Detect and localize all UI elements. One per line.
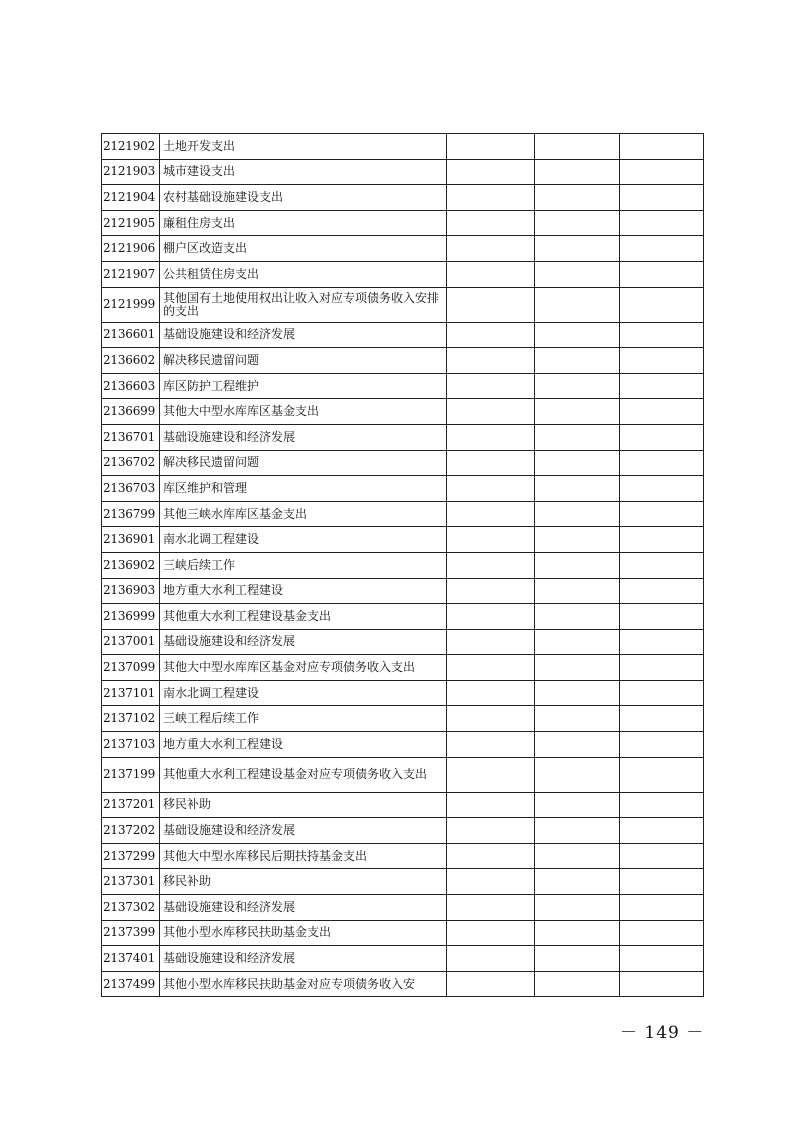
subject-code-cell: 2137301 bbox=[102, 869, 160, 895]
amount-cell-1 bbox=[447, 236, 535, 262]
amount-cell-2 bbox=[535, 159, 620, 185]
amount-cell-1 bbox=[447, 476, 535, 502]
amount-cell-3 bbox=[620, 680, 704, 706]
table-row bbox=[102, 527, 704, 553]
amount-cell-2 bbox=[535, 706, 620, 732]
table-row bbox=[102, 261, 704, 287]
table-row bbox=[102, 818, 704, 844]
amount-cell-2 bbox=[535, 527, 620, 553]
subject-name-cell: 南水北调工程建设 bbox=[160, 680, 447, 706]
amount-cell-2 bbox=[535, 322, 620, 348]
amount-cell-3 bbox=[620, 287, 704, 322]
amount-cell-3 bbox=[620, 261, 704, 287]
amount-cell-3 bbox=[620, 476, 704, 502]
subject-code-cell: 2136999 bbox=[102, 604, 160, 630]
amount-cell-3 bbox=[620, 159, 704, 185]
amount-cell-3 bbox=[620, 399, 704, 425]
amount-cell-3 bbox=[620, 604, 704, 630]
subject-code-cell: 2121905 bbox=[102, 210, 160, 236]
amount-cell-3 bbox=[620, 792, 704, 818]
subject-code-cell: 2136603 bbox=[102, 373, 160, 399]
amount-cell-2 bbox=[535, 680, 620, 706]
table-row bbox=[102, 971, 704, 997]
amount-cell-1 bbox=[447, 604, 535, 630]
amount-cell-2 bbox=[535, 476, 620, 502]
amount-cell-2 bbox=[535, 946, 620, 972]
amount-cell-3 bbox=[620, 236, 704, 262]
amount-cell-1 bbox=[447, 210, 535, 236]
amount-cell-1 bbox=[447, 732, 535, 758]
amount-cell-2 bbox=[535, 920, 620, 946]
amount-cell-1 bbox=[447, 287, 535, 322]
amount-cell-1 bbox=[447, 261, 535, 287]
amount-cell-1 bbox=[447, 706, 535, 732]
subject-name-cell: 其他重大水利工程建设基金支出 bbox=[160, 604, 447, 630]
subject-code-cell: 2137101 bbox=[102, 680, 160, 706]
subject-code-cell: 2121999 bbox=[102, 287, 160, 322]
subject-code-cell: 2136702 bbox=[102, 450, 160, 476]
amount-cell-2 bbox=[535, 236, 620, 262]
subject-name-cell: 基础设施建设和经济发展 bbox=[160, 946, 447, 972]
subject-name-cell: 移民补助 bbox=[160, 869, 447, 895]
amount-cell-3 bbox=[620, 210, 704, 236]
amount-cell-2 bbox=[535, 869, 620, 895]
amount-cell-3 bbox=[620, 322, 704, 348]
table-row bbox=[102, 552, 704, 578]
table-row bbox=[102, 757, 704, 792]
amount-cell-1 bbox=[447, 578, 535, 604]
table-row bbox=[102, 501, 704, 527]
amount-cell-3 bbox=[620, 706, 704, 732]
subject-code-cell: 2136699 bbox=[102, 399, 160, 425]
subject-code-cell: 2136703 bbox=[102, 476, 160, 502]
amount-cell-2 bbox=[535, 629, 620, 655]
amount-cell-2 bbox=[535, 501, 620, 527]
amount-cell-1 bbox=[447, 629, 535, 655]
subject-code-cell: 2137202 bbox=[102, 818, 160, 844]
amount-cell-3 bbox=[620, 843, 704, 869]
amount-cell-1 bbox=[447, 185, 535, 211]
subject-name-cell: 其他国有土地使用权出让收入对应专项债务收入安排的支出 bbox=[160, 287, 447, 322]
subject-name-cell: 棚户区改造支出 bbox=[160, 236, 447, 262]
amount-cell-2 bbox=[535, 971, 620, 997]
amount-cell-3 bbox=[620, 895, 704, 921]
amount-cell-1 bbox=[447, 843, 535, 869]
table-row bbox=[102, 424, 704, 450]
subject-code-cell: 2137299 bbox=[102, 843, 160, 869]
table-row bbox=[102, 476, 704, 502]
subject-code-cell: 2121907 bbox=[102, 261, 160, 287]
amount-cell-1 bbox=[447, 552, 535, 578]
subject-code-cell: 2137199 bbox=[102, 757, 160, 792]
amount-cell-3 bbox=[620, 869, 704, 895]
amount-cell-2 bbox=[535, 261, 620, 287]
amount-cell-3 bbox=[620, 578, 704, 604]
subject-code-cell: 2137201 bbox=[102, 792, 160, 818]
amount-cell-1 bbox=[447, 971, 535, 997]
amount-cell-2 bbox=[535, 287, 620, 322]
amount-cell-1 bbox=[447, 322, 535, 348]
subject-name-cell: 解决移民遗留问题 bbox=[160, 348, 447, 374]
amount-cell-2 bbox=[535, 450, 620, 476]
amount-cell-2 bbox=[535, 348, 620, 374]
amount-cell-3 bbox=[620, 946, 704, 972]
amount-cell-3 bbox=[620, 134, 704, 160]
amount-cell-3 bbox=[620, 757, 704, 792]
subject-code-cell: 2136901 bbox=[102, 527, 160, 553]
amount-cell-2 bbox=[535, 210, 620, 236]
table-row bbox=[102, 843, 704, 869]
amount-cell-1 bbox=[447, 655, 535, 681]
table-row bbox=[102, 680, 704, 706]
subject-code-cell: 2137099 bbox=[102, 655, 160, 681]
subject-name-cell: 城市建设支出 bbox=[160, 159, 447, 185]
amount-cell-1 bbox=[447, 450, 535, 476]
amount-cell-3 bbox=[620, 732, 704, 758]
subject-code-cell: 2137103 bbox=[102, 732, 160, 758]
amount-cell-3 bbox=[620, 424, 704, 450]
table-row bbox=[102, 655, 704, 681]
amount-cell-3 bbox=[620, 450, 704, 476]
table-row bbox=[102, 706, 704, 732]
table-row bbox=[102, 185, 704, 211]
amount-cell-2 bbox=[535, 818, 620, 844]
amount-cell-3 bbox=[620, 971, 704, 997]
subject-name-cell: 农村基础设施建设支出 bbox=[160, 185, 447, 211]
amount-cell-1 bbox=[447, 373, 535, 399]
table-row bbox=[102, 134, 704, 160]
table-row bbox=[102, 348, 704, 374]
amount-cell-3 bbox=[620, 655, 704, 681]
table-row bbox=[102, 629, 704, 655]
table-row bbox=[102, 236, 704, 262]
subject-name-cell: 基础设施建设和经济发展 bbox=[160, 818, 447, 844]
table-row bbox=[102, 869, 704, 895]
subject-code-cell: 2137001 bbox=[102, 629, 160, 655]
subject-name-cell: 三峡后续工作 bbox=[160, 552, 447, 578]
amount-cell-1 bbox=[447, 399, 535, 425]
amount-cell-1 bbox=[447, 134, 535, 160]
subject-code-cell: 2136701 bbox=[102, 424, 160, 450]
subject-name-cell: 其他重大水利工程建设基金对应专项债务收入支出 bbox=[160, 757, 447, 792]
amount-cell-3 bbox=[620, 501, 704, 527]
table-row bbox=[102, 604, 704, 630]
table-row bbox=[102, 210, 704, 236]
amount-cell-3 bbox=[620, 348, 704, 374]
subject-name-cell: 其他大中型水库移民后期扶持基金支出 bbox=[160, 843, 447, 869]
amount-cell-3 bbox=[620, 527, 704, 553]
amount-cell-3 bbox=[620, 629, 704, 655]
amount-cell-2 bbox=[535, 424, 620, 450]
subject-code-cell: 2136903 bbox=[102, 578, 160, 604]
amount-cell-3 bbox=[620, 373, 704, 399]
amount-cell-1 bbox=[447, 527, 535, 553]
subject-name-cell: 其他小型水库移民扶助基金对应专项债务收入安 bbox=[160, 971, 447, 997]
amount-cell-2 bbox=[535, 792, 620, 818]
subject-code-cell: 2136602 bbox=[102, 348, 160, 374]
subject-code-cell: 2136902 bbox=[102, 552, 160, 578]
amount-cell-1 bbox=[447, 424, 535, 450]
amount-cell-1 bbox=[447, 818, 535, 844]
amount-cell-1 bbox=[447, 946, 535, 972]
amount-cell-2 bbox=[535, 552, 620, 578]
subject-code-cell: 2137102 bbox=[102, 706, 160, 732]
amount-cell-1 bbox=[447, 792, 535, 818]
amount-cell-2 bbox=[535, 757, 620, 792]
table-row bbox=[102, 450, 704, 476]
table-row bbox=[102, 287, 704, 322]
subject-name-cell: 基础设施建设和经济发展 bbox=[160, 424, 447, 450]
amount-cell-1 bbox=[447, 680, 535, 706]
subject-name-cell: 三峡工程后续工作 bbox=[160, 706, 447, 732]
amount-cell-2 bbox=[535, 604, 620, 630]
table-row bbox=[102, 946, 704, 972]
subject-name-cell: 移民补助 bbox=[160, 792, 447, 818]
amount-cell-2 bbox=[535, 655, 620, 681]
table-row bbox=[102, 732, 704, 758]
subject-name-cell: 库区维护和管理 bbox=[160, 476, 447, 502]
table-row bbox=[102, 895, 704, 921]
amount-cell-2 bbox=[535, 134, 620, 160]
amount-cell-2 bbox=[535, 843, 620, 869]
subject-name-cell: 其他小型水库移民扶助基金支出 bbox=[160, 920, 447, 946]
table-row bbox=[102, 792, 704, 818]
subject-code-cell: 2121906 bbox=[102, 236, 160, 262]
subject-code-cell: 2121904 bbox=[102, 185, 160, 211]
table-row bbox=[102, 159, 704, 185]
amount-cell-1 bbox=[447, 348, 535, 374]
amount-cell-1 bbox=[447, 159, 535, 185]
amount-cell-3 bbox=[620, 818, 704, 844]
table-body bbox=[102, 134, 704, 997]
subject-name-cell: 公共租赁住房支出 bbox=[160, 261, 447, 287]
subject-name-cell: 地方重大水利工程建设 bbox=[160, 578, 447, 604]
subject-code-cell: 2137499 bbox=[102, 971, 160, 997]
subject-name-cell: 土地开发支出 bbox=[160, 134, 447, 160]
table-row bbox=[102, 373, 704, 399]
budget-table bbox=[101, 133, 704, 997]
amount-cell-3 bbox=[620, 552, 704, 578]
amount-cell-2 bbox=[535, 373, 620, 399]
amount-cell-2 bbox=[535, 185, 620, 211]
subject-name-cell: 其他三峡水库库区基金支出 bbox=[160, 501, 447, 527]
subject-name-cell: 基础设施建设和经济发展 bbox=[160, 629, 447, 655]
amount-cell-1 bbox=[447, 757, 535, 792]
amount-cell-1 bbox=[447, 895, 535, 921]
subject-code-cell: 2121902 bbox=[102, 134, 160, 160]
table-row bbox=[102, 578, 704, 604]
subject-code-cell: 2121903 bbox=[102, 159, 160, 185]
subject-code-cell: 2136601 bbox=[102, 322, 160, 348]
amount-cell-2 bbox=[535, 578, 620, 604]
page-number: － 149 － bbox=[620, 1023, 705, 1043]
amount-cell-2 bbox=[535, 732, 620, 758]
subject-name-cell: 其他大中型水库库区基金对应专项债务收入支出 bbox=[160, 655, 447, 681]
amount-cell-1 bbox=[447, 869, 535, 895]
subject-name-cell: 基础设施建设和经济发展 bbox=[160, 322, 447, 348]
subject-name-cell: 库区防护工程维护 bbox=[160, 373, 447, 399]
amount-cell-3 bbox=[620, 920, 704, 946]
amount-cell-2 bbox=[535, 895, 620, 921]
amount-cell-1 bbox=[447, 501, 535, 527]
amount-cell-2 bbox=[535, 399, 620, 425]
subject-name-cell: 解决移民遗留问题 bbox=[160, 450, 447, 476]
subject-code-cell: 2137401 bbox=[102, 946, 160, 972]
amount-cell-3 bbox=[620, 185, 704, 211]
table-row bbox=[102, 920, 704, 946]
amount-cell-1 bbox=[447, 920, 535, 946]
subject-code-cell: 2137302 bbox=[102, 895, 160, 921]
subject-name-cell: 地方重大水利工程建设 bbox=[160, 732, 447, 758]
subject-name-cell: 廉租住房支出 bbox=[160, 210, 447, 236]
subject-name-cell: 基础设施建设和经济发展 bbox=[160, 895, 447, 921]
table-row bbox=[102, 399, 704, 425]
subject-code-cell: 2137399 bbox=[102, 920, 160, 946]
subject-name-cell: 其他大中型水库库区基金支出 bbox=[160, 399, 447, 425]
subject-name-cell: 南水北调工程建设 bbox=[160, 527, 447, 553]
subject-code-cell: 2136799 bbox=[102, 501, 160, 527]
table-row bbox=[102, 322, 704, 348]
